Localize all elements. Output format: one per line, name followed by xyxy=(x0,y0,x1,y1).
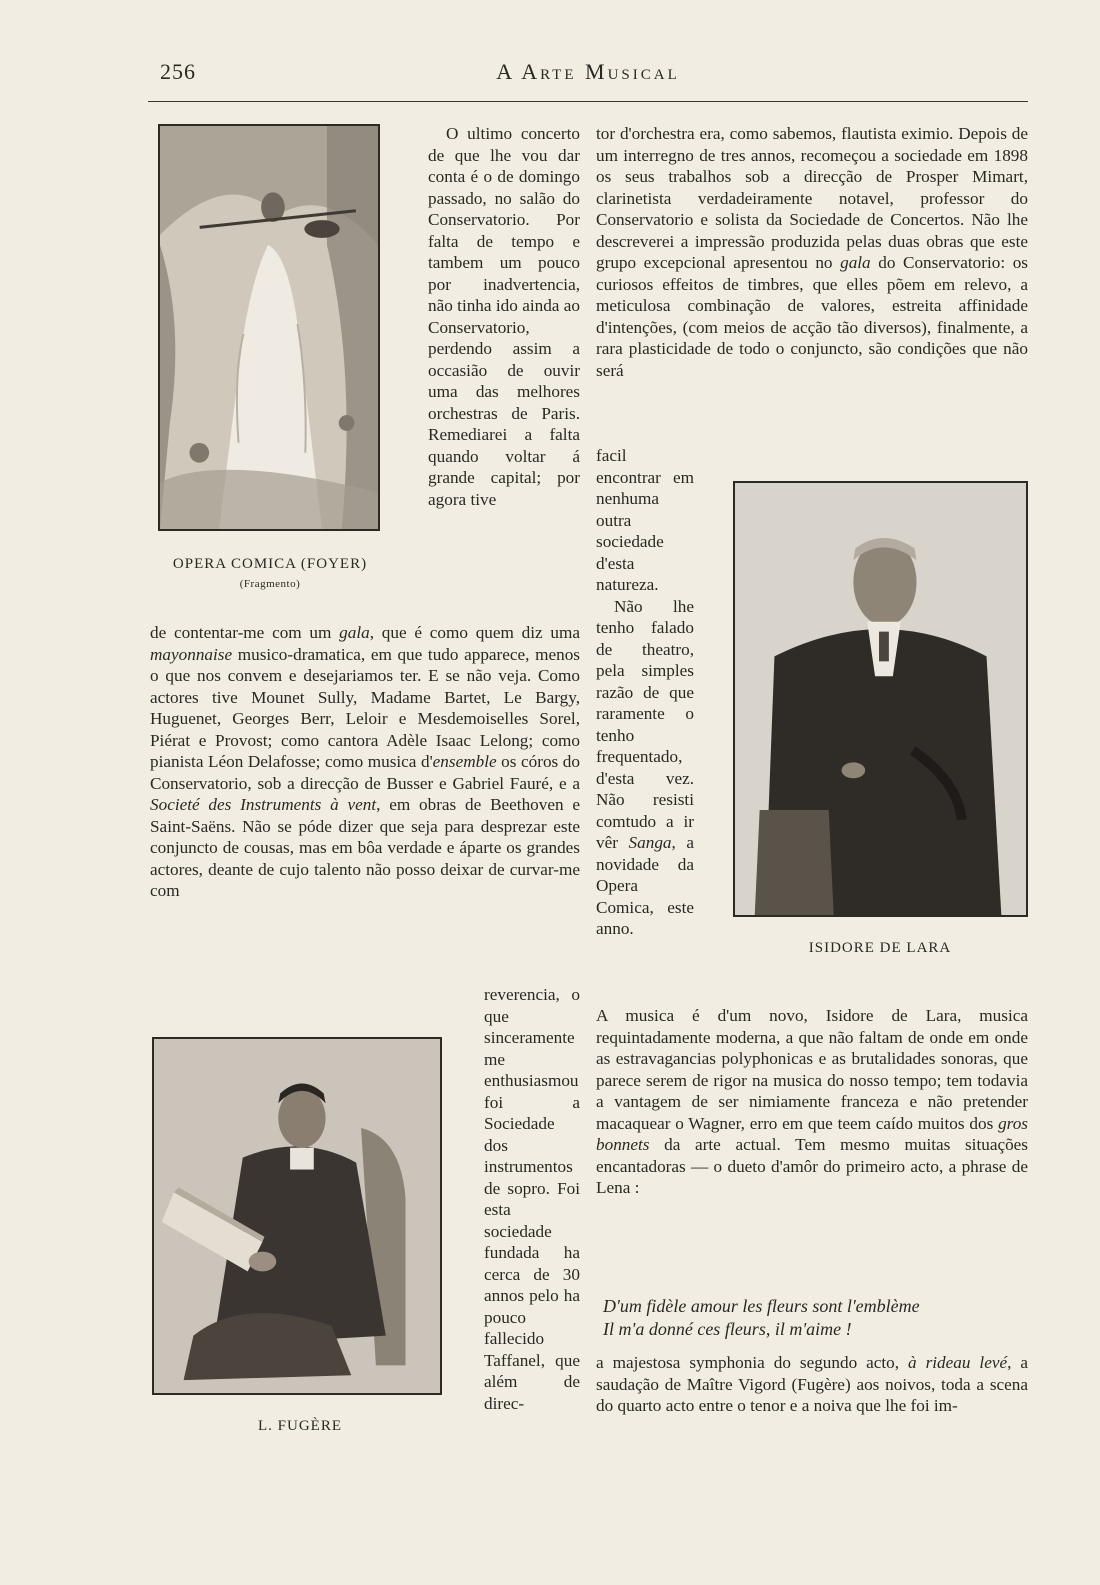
page-number: 256 xyxy=(160,59,196,84)
page-header xyxy=(148,55,1028,91)
fugere-caption: L. FUGÈRE xyxy=(258,1418,342,1434)
column1-paragraph-3: reverencia, o que sinceramente me enthusiasmou foi a Sociedade dos instrumentos de sopro. Foi esta sociedade fundada ha cerca de 30 annos pelo ha pouco fallecido Taffanel, que além de direc- xyxy=(484,985,580,1413)
column2-final-text xyxy=(596,1352,1028,1417)
poem-quote xyxy=(603,1295,1043,1341)
column2-bottom-text xyxy=(596,1005,1028,1199)
isidore-de-lara-photo xyxy=(733,481,1028,917)
column1-full-text xyxy=(150,622,580,902)
opera-comica-caption: OPERA COMICA (FOYER) xyxy=(172,556,368,572)
poem-line-2: Il m'a donné ces fleurs, il m'aime ! xyxy=(603,1319,852,1339)
column2-paragraph-3: Não lhe tenho falado de theatro, pela simples razão de que raramente o tenho frequentado, d'esta vez. Não resisti comtudo a ir vêr Sanga, a novidade da Opera Comica, este anno. xyxy=(596,596,694,938)
opera-comica-illustration xyxy=(158,124,380,531)
column2-paragraph-1: tor d'orchestra era, como sabemos, flautista eximio. Depois de um interregno de tres annos, recomeçou a sociedade em 1898 os seus trabalhos sob a direcção de Prosper Mimart, clarinetista verdadeiramente notavel, professor do Conservatorio e solista da Sociedade de Concertos. Não lhe descreverei a impressão produzida pelas duas obras que este grupo excepcional apresentou no gala do Conservatorio: os curiosos effeitos de timbres, que elles põem em relevo, a meticulosa combinação de valores, estreita affinidade d'intenções, (com meios de acção tão diversos), finalmente, a rara plasticidade de todo o conjuncto, são condições que não será xyxy=(596,124,1028,380)
column2-paragraph-4: A musica é d'um novo, Isidore de Lara, musica requintadamente moderna, a que não faltam de onde em onde as estravagancias polyphonicas e as brutalidades sonoras, que parece serem de rigor na musica do nosso tempo; tem todavia a vantagem de ser nimiamente franceza e não pretender macaquear o Wagner, erro em que teem caído muitos dos gros bonnets da arte actual. Tem mesmo muitas situações encantadoras — o dueto d'amôr do primeiro acto, a phrase de Lena : xyxy=(596,1006,1028,1197)
isidore-de-lara-caption: ISIDORE DE LARA xyxy=(808,940,952,956)
column2-top-text xyxy=(596,123,1028,381)
header-rule xyxy=(148,101,1028,102)
column1-paragraph-2: de contentar-me com um gala, que é como quem diz uma mayonnaise musico-dramatica, em que tudo apparece, menos o que nos convem e desejariamos ter. E se não veja. Como actores tive Mounet Sully, Madame Bartet, Le Bargy, Huguenet, Georges Berr, Leloir e Mesdemoiselles Sorel, Piérat e Provost; como cantora Adèle Isaac Lelong; como pianista Léon Delafosse; como musica d'ensemble os córos do Conservatorio, sob a direcção de Busser e Gabriel Fauré, e a Societé des Instruments à vent, em obras de Beethoven e Saint-Saëns. Não se póde dizer que seja para desprezar este conjuncto de cousas, mas em bôa verdade e áparte os grandes actores, deante de cujo talento não posso deixar de curvar-me com xyxy=(150,623,581,900)
fugere-photo xyxy=(152,1037,442,1395)
opera-comica-subcaption: (Fragmento) xyxy=(239,578,301,590)
running-title: A Arte Musical xyxy=(496,59,680,84)
column2-paragraph-5: a majestosa symphonia do segundo acto, à rideau levé, a saudação de Maître Vigord (Fugère) aos noivos, toda a scena do quarto acto entre o tenor e a noiva que lhe foi im- xyxy=(596,1353,1028,1415)
column2-paragraph-2: facil encontrar em nenhuma outra sociedade d'esta natureza. xyxy=(596,446,694,594)
column1-narrow-text xyxy=(428,123,580,510)
column1-paragraph-1: O ultimo concerto de que lhe vou dar conta é o de domingo passado, no salão do Conservatorio. Por falta de tempo e tambem um pouco por inadvertencia, não tinha ido ainda ao Conservatorio, perdendo assim a occasião de ouvir uma das melhores orchestras de Paris. Remediarei a falta quando voltar á grande capital; por agora tive xyxy=(428,124,580,509)
column2-narrow-text xyxy=(596,445,694,940)
column1-bottom-text xyxy=(484,984,580,1414)
poem-line-1: D'um fidèle amour les fleurs sont l'emblème xyxy=(603,1296,920,1316)
